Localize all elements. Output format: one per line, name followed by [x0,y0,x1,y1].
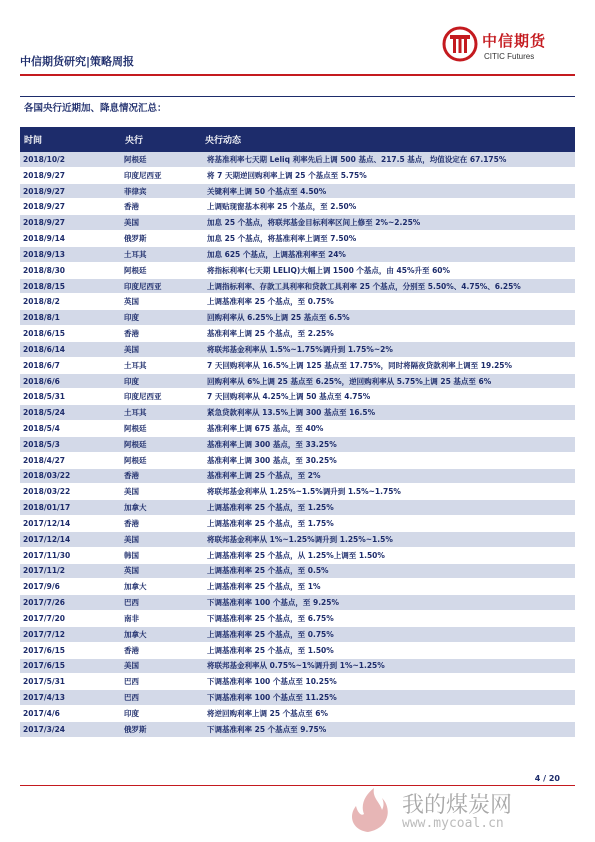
cell-time: 2017/7/12 [23,629,66,639]
cell-time: 2018/8/2 [23,297,60,307]
table-row [20,579,575,595]
logo-chinese-text: 中信期货 [482,32,547,50]
cell-time: 2018/9/27 [23,170,66,180]
cell-action: 将联邦基金利率从 1.25%~1.5%调升到 1.5%~1.75% [207,487,401,497]
cell-bank: 土耳其 [124,360,147,370]
cell-action: 上调基准利率 25 个基点，至 0.5% [207,566,329,576]
table-row [20,342,575,358]
cell-action: 回购利率从 6.25%上调 25 基点至 6.5% [207,313,350,323]
cell-time: 2018/5/31 [23,392,66,402]
cell-bank: 加拿大 [124,582,147,592]
cell-time: 2018/8/15 [23,281,66,291]
central-bank-rate-table [20,127,575,738]
cell-action: 7 天回购利率从 16.5%上调 125 基点至 17.75%，同时将隔夜贷款利率上调至 19.25% [207,360,513,370]
logo-english-text: CITIC Futures [484,52,535,61]
cell-time: 2017/9/6 [23,582,60,592]
cell-action: 基准利率上调 675 基点，至 40% [207,423,324,433]
cell-action: 下调基准利率 25 个基点至 9.75% [207,724,327,734]
cell-time: 2017/3/24 [23,724,66,734]
cell-action: 加息 25 个基点，将联邦基金目标利率区间上修至 2%~2.25% [207,218,421,228]
cell-bank: 俄罗斯 [124,724,147,734]
cell-time: 2018/5/3 [23,439,60,449]
cell-bank: 印度尼西亚 [124,170,162,180]
cell-time: 2017/5/31 [23,677,66,687]
cell-time: 2017/6/15 [23,645,66,655]
table-row [20,595,575,611]
cell-bank: 阿根廷 [124,265,147,275]
cell-bank: 香港 [124,645,139,655]
table-row [20,516,575,532]
cell-time: 2017/11/30 [23,550,71,560]
table-row [20,168,575,184]
cell-action: 基准利率上调 300 基点，至 30.25% [207,455,337,465]
cell-action: 将逆回购利率上调 25 个基点至 6% [207,708,329,718]
cell-bank: 美国 [124,534,139,544]
table-row [20,263,575,279]
table-row [20,722,575,738]
table-row [20,152,575,168]
cell-bank: 土耳其 [124,408,147,418]
cell-time: 2018/9/27 [23,218,66,228]
cell-action: 上调基准利率 25 个基点，至 1% [207,582,321,592]
table-row [20,532,575,548]
cell-bank: 美国 [124,487,139,497]
table-row [20,294,575,310]
page-number: 4 / 20 [534,774,560,783]
cell-time: 2017/12/14 [23,518,71,528]
cell-action: 基准利率上调 25 个基点，至 2.25% [207,329,334,339]
cell-time: 2017/6/15 [23,661,66,671]
cell-bank: 印度 [124,376,139,386]
cell-time: 2018/03/22 [23,471,71,481]
cell-time: 2017/7/20 [23,613,66,623]
cell-bank: 美国 [124,218,139,228]
cell-time: 2018/9/27 [23,186,66,196]
cell-action: 基准利率上调 25 个基点，至 2% [207,471,321,481]
table-row [20,564,575,580]
cell-action: 将联邦基金利率从 1%~1.25%调升到 1.25%~1.5% [207,534,393,544]
cell-bank: 南非 [124,613,139,623]
table-row [20,358,575,374]
header-divider [20,74,575,76]
cell-time: 2018/5/4 [23,423,60,433]
cell-bank: 阿根廷 [124,439,147,449]
cell-time: 2018/8/30 [23,265,66,275]
cell-action: 7 天回购利率从 4.25%上调 50 基点至 4.75% [207,392,371,402]
table-row [20,231,575,247]
cell-bank: 香港 [124,518,139,528]
table-row [20,326,575,342]
column-header-bank: 央行 [125,136,144,146]
cell-time: 2018/4/27 [23,455,66,465]
cell-action: 上调基准利率 25 个基点，至 0.75% [207,297,334,307]
table-row [20,215,575,231]
cell-action: 上调指标利率、存款工具利率和贷款工具利率 25 个基点，分别至 5.50%、4.75%、6.25% [207,281,521,291]
table-row [20,500,575,516]
table-row [20,421,575,437]
cell-time: 2018/9/27 [23,202,66,212]
citic-futures-logo [442,24,567,72]
cell-action: 下调基准利率 100 个基点，至 9.25% [207,598,340,608]
cell-action: 上调基准利率 25 个基点，从 1.25%上调至 1.50% [207,550,385,560]
table-row [20,706,575,722]
mycoal-watermark [340,786,570,834]
cell-action: 将 7 天期逆回购利率上调 25 个基点至 5.75% [207,170,367,180]
cell-bank: 俄罗斯 [124,234,147,244]
table-row [20,389,575,405]
section-heading-text: 各国央行近期加、降息情况汇总： [24,103,167,114]
cell-action: 加息 625 个基点，上调基准利率至 24% [207,249,346,259]
table-body [20,152,575,738]
cell-bank: 英国 [124,297,139,307]
cell-bank: 阿根廷 [124,423,147,433]
cell-time: 2018/8/1 [23,313,60,323]
cell-action: 加息 25 个基点，将基准利率上调至 7.50% [207,234,357,244]
table-row [20,469,575,485]
cell-action: 将指标利率(七天期 LELIQ)大幅上调 1500 个基点，由 45%升至 60% [207,265,451,275]
cell-time: 2018/6/14 [23,344,66,354]
cell-time: 2018/6/7 [23,360,60,370]
cell-action: 上调贴现窗基本利率 25 个基点，至 2.50% [207,202,357,212]
cell-time: 2018/10/2 [23,154,66,164]
cell-bank: 巴西 [124,598,139,608]
cell-time: 2018/6/15 [23,329,66,339]
table-row [20,437,575,453]
cell-time: 2018/03/22 [23,487,71,497]
cell-bank: 美国 [124,344,139,354]
cell-bank: 土耳其 [124,249,147,259]
cell-bank: 菲律宾 [124,186,147,196]
table-row [20,674,575,690]
cell-action: 基准利率上调 300 基点，至 33.25% [207,439,337,449]
flame-icon [340,786,398,834]
cell-bank: 香港 [124,329,139,339]
cell-action: 上调基准利率 25 个基点，至 1.50% [207,645,334,655]
watermark-url-text: www.mycoal.cn [402,816,504,831]
table-row [20,184,575,200]
cell-bank: 印度尼西亚 [124,392,162,402]
cell-time: 2017/4/6 [23,708,60,718]
cell-bank: 香港 [124,202,139,212]
cell-bank: 加拿大 [124,629,147,639]
cell-action: 下调基准利率 25 个基点，至 6.75% [207,613,334,623]
cell-action: 紧急贷款利率从 13.5%上调 300 基点至 16.5% [207,408,376,418]
cell-action: 上调基准利率 25 个基点，至 1.25% [207,503,334,513]
cell-bank: 香港 [124,471,139,481]
table-row [20,611,575,627]
cell-time: 2017/7/26 [23,598,66,608]
cell-bank: 美国 [124,661,139,671]
section-heading [20,96,575,119]
watermark-chinese-text: 我的煤炭网 [402,793,513,818]
cell-bank: 阿根廷 [124,154,147,164]
cell-time: 2018/01/17 [23,503,71,513]
table-row [20,659,575,675]
cell-bank: 韩国 [124,550,139,560]
column-header-action: 央行动态 [205,136,242,146]
cell-action: 下调基准利率 100 个基点至 11.25% [207,693,337,703]
table-row [20,627,575,643]
cell-action: 上调基准利率 25 个基点，至 0.75% [207,629,334,639]
table-row [20,484,575,500]
cell-action: 将联邦基金利率从 0.75%~1%调升到 1%~1.25% [207,661,385,671]
table-row [20,199,575,215]
cell-bank: 阿根廷 [124,455,147,465]
cell-time: 2018/9/13 [23,249,66,259]
table-row [20,279,575,295]
cell-action: 将基准利率七天期 Leliq 利率先后上调 500 基点、217.5 基点，均值设定在 67.175% [207,154,507,164]
cell-bank: 加拿大 [124,503,147,513]
cell-time: 2018/6/6 [23,376,60,386]
cell-time: 2018/5/24 [23,408,66,418]
table-row [20,405,575,421]
table-row [20,643,575,659]
cell-action: 下调基准利率 100 个基点至 10.25% [207,677,337,687]
cell-action: 关键利率上调 50 个基点至 4.50% [207,186,327,196]
cell-action: 回购利率从 6%上调 25 基点至 6.25%，逆回购利率从 5.75%上调 25 基点至 6% [207,376,492,386]
citic-logo-icon [442,24,478,64]
table-row [20,690,575,706]
page-header-title: 中信期货研究|策略周报 [20,55,135,68]
cell-bank: 巴西 [124,677,139,687]
table-header-row [20,127,575,152]
cell-bank: 英国 [124,566,139,576]
table-row [20,374,575,390]
cell-bank: 印度尼西亚 [124,281,162,291]
cell-action: 上调基准利率 25 个基点，至 1.75% [207,518,334,528]
cell-time: 2017/12/14 [23,534,71,544]
cell-time: 2017/11/2 [23,566,66,576]
cell-bank: 印度 [124,313,139,323]
table-row [20,247,575,263]
column-header-time: 时间 [24,136,43,146]
cell-bank: 印度 [124,708,139,718]
cell-action: 将联邦基金利率从 1.5%~1.75%调升到 1.75%~2% [207,344,393,354]
table-row [20,548,575,564]
cell-bank: 巴西 [124,693,139,703]
cell-time: 2018/9/14 [23,234,66,244]
cell-time: 2017/4/13 [23,693,66,703]
table-row [20,310,575,326]
table-row [20,453,575,469]
